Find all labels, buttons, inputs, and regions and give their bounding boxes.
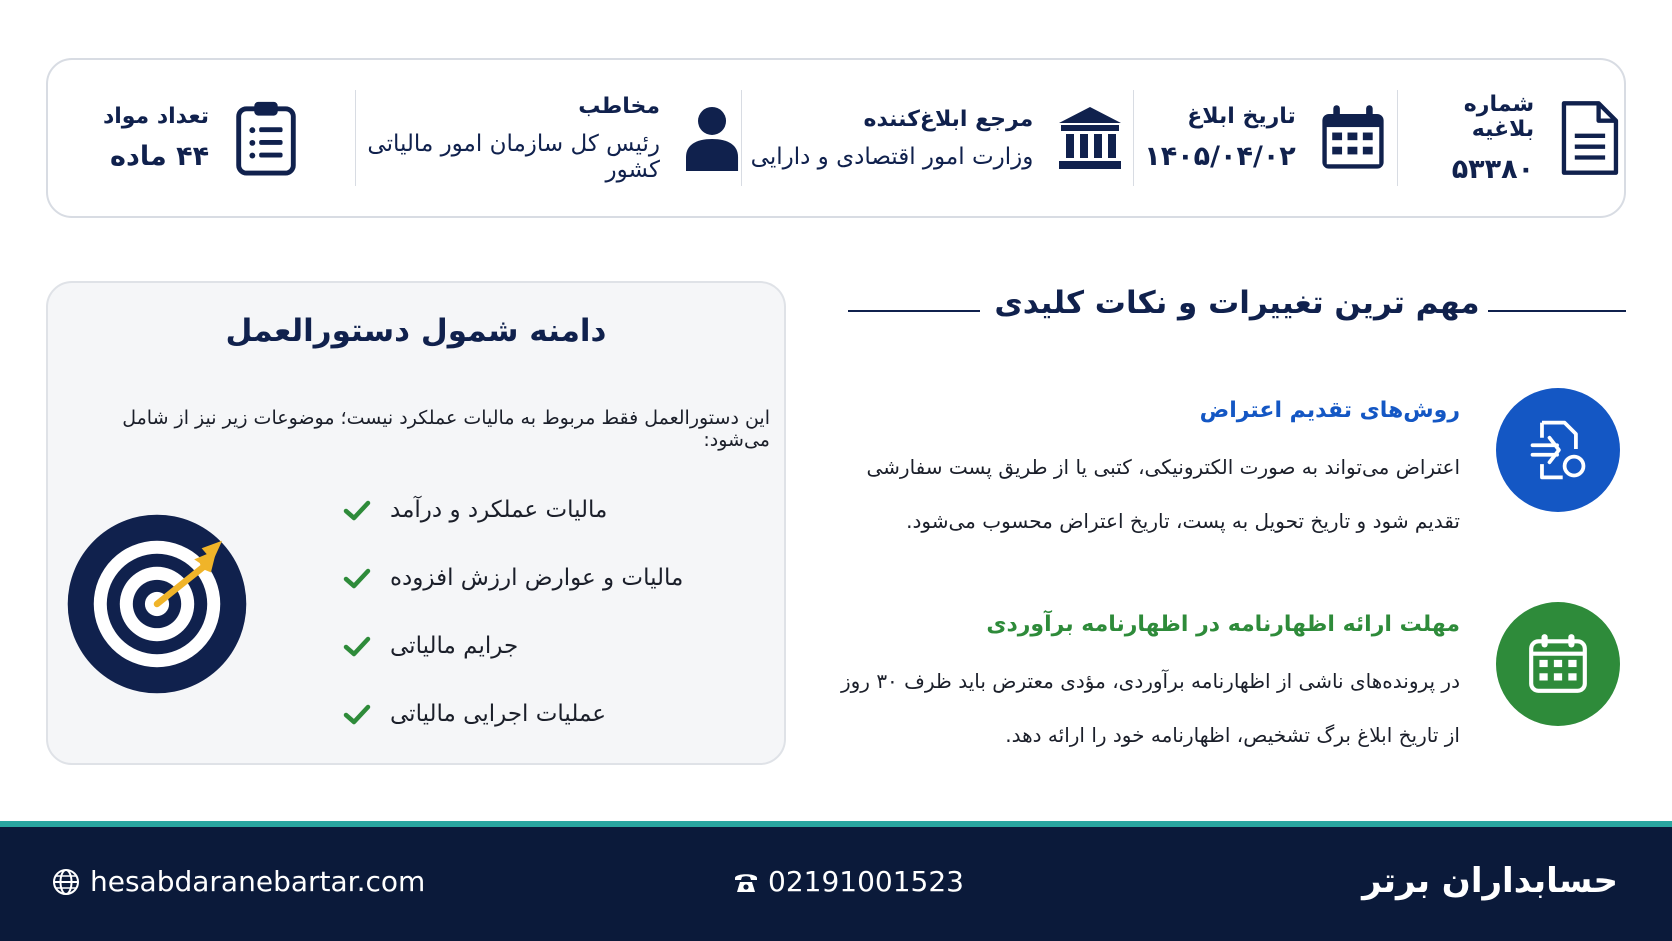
scope-item-label: جرایم مالیاتی (390, 633, 519, 659)
info-value: رئیس کل سازمان امور مالیاتی کشور (367, 130, 660, 183)
scope-item-label: عملیات اجرایی مالیاتی (390, 701, 606, 727)
person-icon (682, 99, 742, 177)
scope-card (46, 281, 786, 765)
info-label: تاریخ ابلاغ (1187, 104, 1296, 129)
list-item (342, 544, 762, 612)
list-item (342, 680, 762, 748)
key-point-objection-methods (820, 388, 1620, 558)
phone-icon (732, 868, 760, 896)
key-point-body: اعتراض می‌تواند به صورت الکترونیکی، کتبی یا از طریق پست سفارشی تقدیم شود و تاریخ تحویل به پست، تاریخ اعتراض محسوب می‌شود. (866, 455, 1460, 533)
scope-list (342, 476, 762, 748)
info-item-notice-number (1398, 60, 1624, 216)
key-point-declaration-deadline (820, 602, 1620, 772)
check-icon (342, 563, 372, 593)
key-point-body: در پرونده‌های ناشی از اظهارنامه برآوردی، مؤدی معترض باید ظرف ۳۰ روز از تاریخ ابلاغ برگ تشخیص، اظهارنامه خود را ارائه دهد. (840, 669, 1460, 747)
key-points-heading: مهم ترین تغییرات و نکات کلیدی (994, 285, 1480, 321)
info-label: مخاطب (578, 93, 660, 119)
check-icon (342, 495, 372, 525)
scope-intro: این دستورالعمل فقط مربوط به مالیات عملکرد نیست؛ موضوعات زیر نیز از شامل می‌شود: (122, 407, 770, 451)
target-icon (64, 511, 250, 697)
scope-title: دامنه شمول دستورالعمل (225, 313, 607, 349)
info-bar (46, 58, 1626, 218)
info-label: شماره بلاغیه (1463, 91, 1535, 142)
divider (1488, 310, 1626, 312)
key-points-heading-wrap (848, 285, 1626, 335)
globe-icon (52, 868, 80, 896)
check-icon (342, 699, 372, 729)
footer-brand: حسابداران برتر (1362, 861, 1618, 901)
info-label: مرجع ابلاغ‌کننده (863, 106, 1034, 132)
info-value: وزارت امور اقتصادی و دارایی (750, 143, 1034, 170)
document-icon (1556, 99, 1624, 177)
info-value: ۵۳۳۸۰ (1451, 153, 1535, 185)
info-item-issuing-authority (742, 60, 1134, 216)
info-item-addressee (356, 60, 742, 216)
info-value: ۱۴۰۵/۰۴/۰۲ (1144, 141, 1296, 172)
check-icon (342, 631, 372, 661)
phone-number[interactable]: 02191001523 (768, 865, 964, 898)
info-value: ۴۴ ماده (110, 141, 210, 172)
footer (0, 821, 1672, 941)
footer-website[interactable] (52, 865, 425, 898)
list-item (342, 612, 762, 680)
key-point-title: مهلت ارائه اظهارنامه در اظهارنامه برآوردی (986, 612, 1460, 637)
scope-item-label: مالیات و عوارض ارزش افزوده (390, 565, 684, 591)
calendar-icon (1318, 99, 1388, 177)
bank-icon (1055, 99, 1125, 177)
info-label: تعداد مواد (102, 104, 210, 129)
website-link[interactable]: hesabdaranebartar.com (90, 865, 426, 898)
submit-objection-icon (1496, 388, 1620, 512)
info-item-notice-date (1134, 60, 1398, 216)
info-item-article-count (48, 60, 356, 216)
clipboard-list-icon (231, 99, 301, 177)
list-item (342, 476, 762, 544)
footer-phone[interactable] (732, 865, 964, 898)
calendar-icon (1496, 602, 1620, 726)
scope-item-label: مالیات عملکرد و درآمد (390, 497, 608, 523)
key-point-title: روش‌های تقدیم اعتراض (1199, 398, 1460, 423)
divider (848, 310, 980, 312)
